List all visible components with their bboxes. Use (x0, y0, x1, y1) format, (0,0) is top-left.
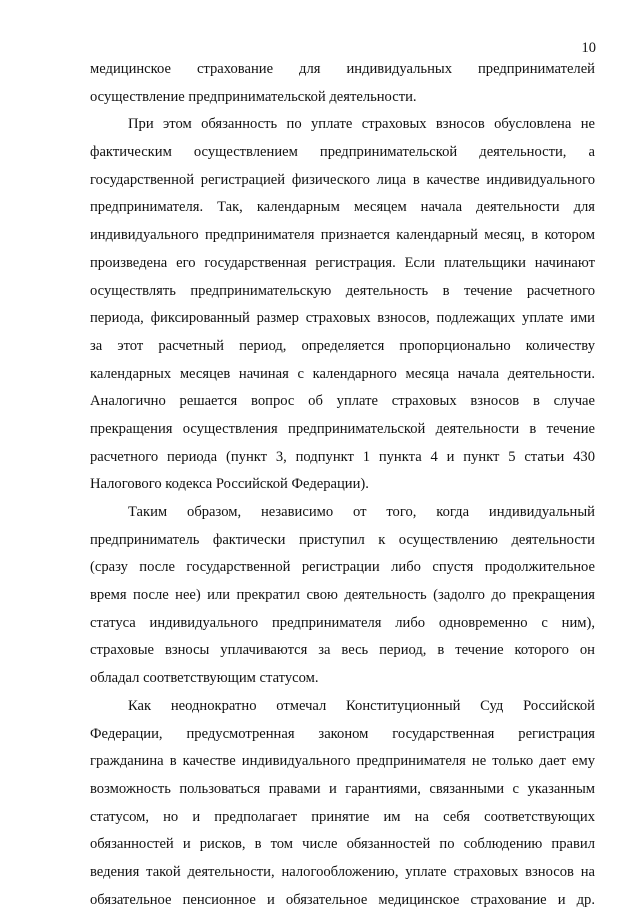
text-line: статуса индивидуального предпринимателя либо одновременно с ним), (90, 614, 595, 631)
text-line: ведения такой деятельности, налогообложению, уплате страховых взносов на (90, 863, 595, 880)
body-text (90, 56, 595, 914)
text-line: медицинское страхование для индивидуальных предпринимателей (90, 61, 595, 77)
text-line: Федерации, предусмотренная законом государственная регистрация (90, 725, 595, 742)
text-line: страховые взносы уплачиваются за весь период, в течение которого он (90, 642, 595, 659)
text-line: расчетного периода (пункт 3, подпункт 1 пункта 4 и пункт 5 статьи 430 (90, 448, 595, 465)
text-line: обязательное пенсионное и обязательное медицинское страхование и др. (90, 891, 595, 908)
text-line: индивидуального предпринимателя признается календарный месяц, в котором (90, 227, 595, 244)
text-line: При этом обязанность по уплате страховых взносов обусловлена не (128, 116, 595, 133)
text-line: возможность пользоваться правами и гарантиями, связанными с указанным (90, 780, 595, 797)
text-line: (сразу после государственной регистрации либо спустя продолжительное (90, 559, 595, 576)
text-line: периода, фиксированный размер страховых взносов, подлежащих уплате ими (90, 310, 595, 327)
text-line: статусом, но и предполагает принятие им на себя соответствующих (90, 808, 595, 825)
text-line: Налогового кодекса Российской Федерации). (90, 476, 369, 493)
text-line: Таким образом, независимо от того, когда индивидуальный (128, 504, 595, 520)
text-line: государственной регистрацией физического лица в качестве индивидуального (90, 171, 595, 188)
text-line: календарных месяцев начиная с календарного месяца начала деятельности. (90, 365, 595, 382)
text-line: предпринимателя. Так, календарным месяцем начала деятельности для (90, 199, 595, 216)
page-number: 10 (581, 40, 596, 56)
text-line: фактическим осуществлением предпринимательской деятельности, а (90, 144, 595, 161)
text-line: время после нее) или прекратил свою деятельность (задолго до прекращения (90, 587, 595, 604)
text-line: осуществление предпринимательской деятельности. (90, 88, 417, 105)
text-line: обладал соответствующим статусом. (90, 670, 319, 687)
text-line: Аналогично решается вопрос об уплате страховых взносов в случае (90, 393, 595, 410)
text-line: произведена его государственная регистрация. Если плательщики начинают (90, 254, 595, 271)
text-line: прекращения осуществления предпринимательской деятельности в течение (90, 420, 595, 437)
text-line: гражданина в качестве индивидуального предпринимателя не только дает ему (90, 753, 595, 770)
text-line: Как неоднократно отмечал Конституционный Суд Российской (128, 697, 595, 714)
text-line: предприниматель фактически приступил к осуществлению деятельности (90, 531, 595, 548)
text-line: за этот расчетный период, определяется пропорционально количеству (90, 337, 595, 354)
text-line: обязанностей и рисков, в том числе обязанностей по соблюдению правил (90, 836, 595, 853)
text-line: осуществлять предпринимательскую деятельность в течение расчетного (90, 282, 595, 299)
